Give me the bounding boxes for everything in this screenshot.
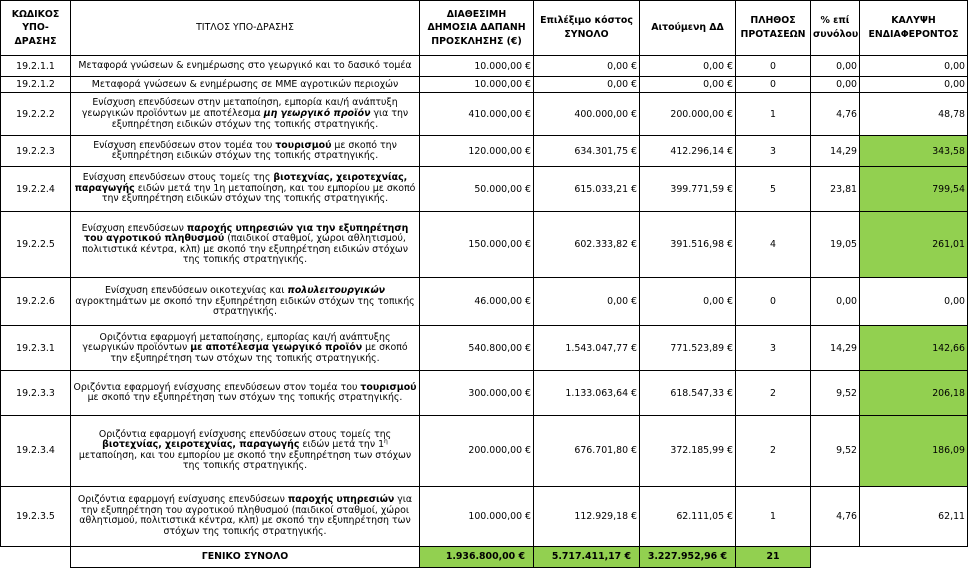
row-code: 19.2.2.2	[1, 93, 71, 136]
table-row	[1, 167, 968, 212]
row-title	[71, 136, 420, 167]
row-available: 50.000,00 €	[420, 167, 534, 212]
total-label: ΓΕΝΙΚΟ ΣΥΝΟΛΟ	[71, 546, 420, 567]
row-title	[71, 56, 420, 77]
header-coverage: ΚΑΛΥΨΗ ΕΝΔΙΑΦΕΡΟΝΤΟΣ	[860, 1, 968, 56]
row-code: 19.2.2.6	[1, 278, 71, 326]
total-spacer	[811, 546, 860, 567]
row-percent: 23,81	[811, 167, 860, 212]
total-proposals: 21	[736, 546, 811, 567]
row-title-text: Οριζόντια εφαρμογή μεταποίησης, εμπορίας και/ή ανάπτυξης γεωργικών προϊόντων	[82, 331, 391, 354]
row-percent: 9,52	[811, 416, 860, 487]
row-requested: 771.523,89 €	[640, 326, 736, 371]
row-eligible: 615.033,21 €	[534, 167, 640, 212]
row-title-text: Οριζόντια εφαρμογή ενίσχυσης επενδύσεων στους τομείς της	[98, 428, 392, 440]
row-proposals: 2	[736, 371, 811, 416]
table-row	[1, 93, 968, 136]
row-code: 19.2.3.1	[1, 326, 71, 371]
row-title-text: Μεταφορά γνώσεων & ενημέρωσης σε ΜΜΕ αγροτικών περιοχών	[91, 78, 399, 90]
row-proposals: 5	[736, 167, 811, 212]
row-title-emphasis: πολυλειτουργικών	[287, 285, 386, 297]
row-available: 410.000,00 €	[420, 93, 534, 136]
row-eligible: 676.701,80 €	[534, 416, 640, 487]
row-available: 540.800,00 €	[420, 326, 534, 371]
row-title-text: ειδών μετά την 1η μεταποίηση, και του εμπορίου με σκοπό την εξυπηρέτηση ειδικών στόχων της τοπικής στρατηγικής.	[101, 182, 416, 205]
row-requested: 0,00 €	[640, 56, 736, 77]
row-proposals: 1	[736, 486, 811, 546]
header-percent: % επί συνόλου	[811, 1, 860, 56]
row-proposals: 3	[736, 326, 811, 371]
row-title	[71, 77, 420, 93]
row-title-superscript: η	[384, 438, 388, 446]
table-row	[1, 371, 968, 416]
row-proposals: 3	[736, 136, 811, 167]
total-spacer	[1, 546, 71, 567]
row-eligible: 112.929,18 €	[534, 486, 640, 546]
row-requested: 618.547,33 €	[640, 371, 736, 416]
row-available: 120.000,00 €	[420, 136, 534, 167]
row-proposals: 4	[736, 212, 811, 278]
row-title-text: Ενίσχυση επενδύσεων στους τομείς της	[82, 172, 274, 184]
row-eligible: 400.000,00 €	[534, 93, 640, 136]
row-percent: 0,00	[811, 278, 860, 326]
row-title-text: Ενίσχυση επενδύσεων οικοτεχνίας και	[104, 285, 288, 297]
table-row	[1, 486, 968, 546]
header-eligible: Επιλέξιμο κόστος ΣΥΝΟΛΟ	[534, 1, 640, 56]
row-eligible: 0,00 €	[534, 278, 640, 326]
row-percent: 19,05	[811, 212, 860, 278]
row-title-text: μεταποίηση, και του εμπορίου με σκοπό την εξυπηρέτηση των στόχων της τοπικής στρατηγικής.	[78, 449, 412, 472]
row-available: 46.000,00 €	[420, 278, 534, 326]
row-coverage: 48,78	[860, 93, 968, 136]
row-percent: 0,00	[811, 56, 860, 77]
row-proposals: 1	[736, 93, 811, 136]
row-title	[71, 486, 420, 546]
row-eligible: 634.301,75 €	[534, 136, 640, 167]
table-row	[1, 212, 968, 278]
row-title-emphasis: τουρισμού	[275, 139, 332, 151]
row-coverage: 206,18	[860, 371, 968, 416]
row-requested: 412.296,14 €	[640, 136, 736, 167]
table-row	[1, 56, 968, 77]
header-code: ΚΩΔΙΚΟΣ ΥΠΟ-ΔΡΑΣΗΣ	[1, 1, 71, 56]
row-eligible: 1.543.047,77 €	[534, 326, 640, 371]
row-available: 10.000,00 €	[420, 77, 534, 93]
row-title-text: για την εξυπηρέτηση ειδικών στόχων της τοπικής στρατηγικής.	[111, 108, 409, 130]
row-title	[71, 167, 420, 212]
row-title-text: Οριζόντια εφαρμογή ενίσχυσης επενδύσεων	[77, 494, 288, 506]
row-available: 300.000,00 €	[420, 371, 534, 416]
row-title-text: με σκοπό την εξυπηρέτηση ειδικών στόχων της τοπικής στρατηγικής.	[111, 139, 397, 162]
row-coverage: 343,58	[860, 136, 968, 167]
row-percent: 14,29	[811, 326, 860, 371]
row-percent: 4,76	[811, 486, 860, 546]
total-requested: 3.227.952,96 €	[640, 546, 736, 567]
row-eligible: 602.333,82 €	[534, 212, 640, 278]
row-percent: 0,00	[811, 77, 860, 93]
row-title-text: Ενίσχυση επενδύσεων στην μεταποίηση, εμπορία και/ή ανάπτυξη γεωργικών προϊόντων με αποτέλεσμα	[81, 97, 398, 120]
total-eligible: 5.717.411,17 €	[534, 546, 640, 567]
row-coverage: 186,09	[860, 416, 968, 487]
row-coverage: 799,54	[860, 167, 968, 212]
row-title	[71, 278, 420, 326]
row-eligible: 0,00 €	[534, 77, 640, 93]
row-coverage: 0,00	[860, 56, 968, 77]
row-title-emphasis: παροχής υπηρεσιών	[287, 494, 395, 506]
total-row	[1, 546, 968, 567]
row-title-text: Μεταφορά γνώσεων & ενημέρωσης στο γεωργικό και το δασικό τομέα	[78, 59, 412, 71]
row-coverage: 0,00	[860, 278, 968, 326]
row-available: 10.000,00 €	[420, 56, 534, 77]
row-proposals: 0	[736, 56, 811, 77]
row-title-text: (παιδικοί σταθμοί, χώροι αθλητισμού, πολιτιστικά κέντρα, κλπ) με σκοπό την εξυπηρέτηση ειδικών στόχων της τοπικής στρατηγικής.	[82, 233, 408, 266]
row-percent: 14,29	[811, 136, 860, 167]
row-title	[71, 371, 420, 416]
row-requested: 399.771,59 €	[640, 167, 736, 212]
row-coverage: 0,00	[860, 77, 968, 93]
row-coverage: 62,11	[860, 486, 968, 546]
row-available: 150.000,00 €	[420, 212, 534, 278]
row-title-text: Οριζόντια εφαρμογή ενίσχυσης επενδύσεων στον τομέα του	[73, 381, 361, 393]
row-code: 19.2.3.4	[1, 416, 71, 487]
row-title-text: αγροκτημάτων με σκοπό την εξυπηρέτηση ειδικών στόχων της τοπικής στρατηγικής.	[75, 295, 415, 318]
header-requested: Αιτούμενη ΔΔ	[640, 1, 736, 56]
header-title: ΤΙΤΛΟΣ ΥΠΟ-ΔΡΑΣΗΣ	[71, 1, 420, 56]
row-title-text: με σκοπό την εξυπηρέτηση των στόχων της τοπικής στρατηγικής.	[110, 342, 408, 364]
row-requested: 372.185,99 €	[640, 416, 736, 487]
row-requested: 391.516,98 €	[640, 212, 736, 278]
row-requested: 0,00 €	[640, 77, 736, 93]
row-title-emphasis: παροχής υπηρεσιών για την εξυπηρέτηση του αγροτικού πληθυσμού	[84, 222, 409, 245]
row-title-emphasis: τουρισμού	[360, 381, 417, 393]
row-title-emphasis: βιοτεχνίας, χειροτεχνίας, παραγωγής	[102, 439, 300, 451]
total-spacer	[860, 546, 968, 567]
row-code: 19.2.2.4	[1, 167, 71, 212]
header-available: ΔΙΑΘΕΣΙΜΗ ΔΗΜΟΣΙΑ ΔΑΠΑΝΗ ΠΡΟΣΚΛΗΣΗΣ (€)	[420, 1, 534, 56]
row-coverage: 261,01	[860, 212, 968, 278]
table-row	[1, 136, 968, 167]
row-requested: 0,00 €	[640, 278, 736, 326]
table-row	[1, 416, 968, 487]
row-code: 19.2.1.1	[1, 56, 71, 77]
row-proposals: 0	[736, 278, 811, 326]
row-proposals: 2	[736, 416, 811, 487]
row-coverage: 142,66	[860, 326, 968, 371]
row-code: 19.2.2.5	[1, 212, 71, 278]
row-code: 19.2.1.2	[1, 77, 71, 93]
row-title	[71, 212, 420, 278]
row-title-text: για την εξυπηρέτηση του αγροτικού πληθυσμού (παιδικοί σταθμοί, χώροι αθλητισμού, πολιτιστικά κέντρα, κλπ) με σκοπό την εξυπηρέτηση των στόχων της τοπικής στρατηγικής.	[79, 494, 413, 537]
row-title-emphasis: με αποτέλεσμα γεωργικό προϊόν	[190, 342, 363, 354]
row-title	[71, 93, 420, 136]
row-available: 100.000,00 €	[420, 486, 534, 546]
row-title-text: Ενίσχυση επενδύσεων	[81, 222, 187, 234]
row-title	[71, 416, 420, 487]
table-row	[1, 278, 968, 326]
row-title-text: με σκοπό την εξυπηρέτηση των στόχων της τοπικής στρατηγικής.	[87, 392, 403, 404]
row-available: 200.000,00 €	[420, 416, 534, 487]
table-row	[1, 326, 968, 371]
total-available: 1.936.800,00 €	[420, 546, 534, 567]
row-percent: 4,76	[811, 93, 860, 136]
row-title-text: Ενίσχυση επενδύσεων στον τομέα του	[93, 139, 276, 151]
row-eligible: 1.133.063,64 €	[534, 371, 640, 416]
row-code: 19.2.3.5	[1, 486, 71, 546]
row-code: 19.2.3.3	[1, 371, 71, 416]
row-title-text: ειδών μετά την 1	[299, 439, 385, 451]
row-title-emphasis: μη γεωργικό προϊόν	[263, 108, 371, 120]
row-requested: 62.111,05 €	[640, 486, 736, 546]
row-percent: 9,52	[811, 371, 860, 416]
row-title	[71, 326, 420, 371]
row-title-emphasis: βιοτεχνίας, χειροτεχνίας, παραγωγής	[74, 172, 408, 194]
row-code: 19.2.2.3	[1, 136, 71, 167]
row-proposals: 0	[736, 77, 811, 93]
row-requested: 200.000,00 €	[640, 93, 736, 136]
header-proposals: ΠΛΗΘΟΣ ΠΡΟΤΑΣΕΩΝ	[736, 1, 811, 56]
row-eligible: 0,00 €	[534, 56, 640, 77]
table-row	[1, 77, 968, 93]
